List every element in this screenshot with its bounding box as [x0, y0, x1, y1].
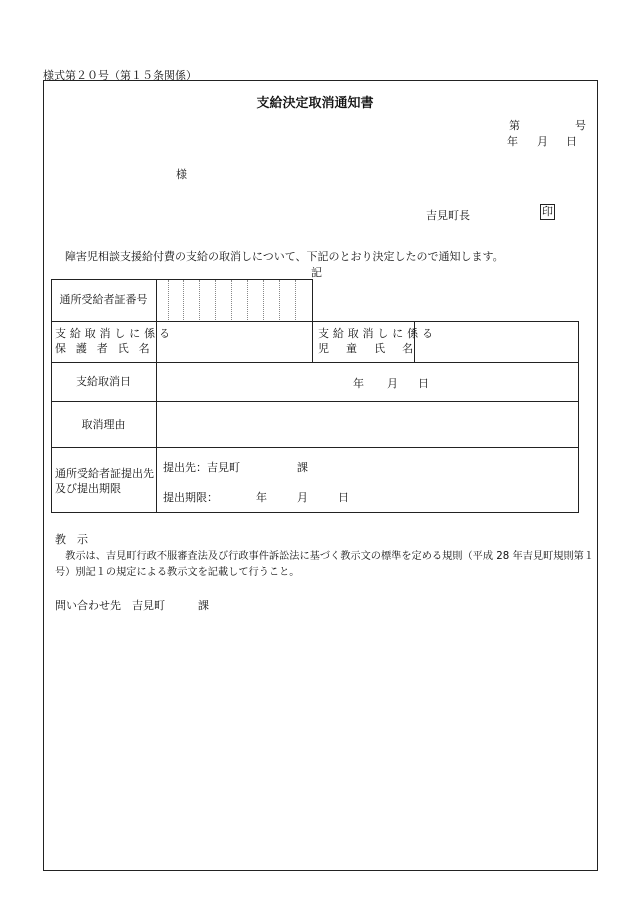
cancel-date-day: 日 — [418, 377, 429, 390]
table-row-line — [51, 362, 579, 363]
date-day: 日 — [566, 135, 577, 148]
contact-ka: 課 — [198, 599, 209, 612]
digit-divider — [295, 280, 296, 320]
kyoji-line-1: 教示は、吉見町行政不服審査法及び行政事件訴訟法に基づく教示文の標準を定める規則（平成 28 年吉見町規則第１ — [55, 551, 594, 562]
guardian-label-line1: 支給取消しに係る — [55, 327, 174, 340]
kyoji-heading: 教 示 — [55, 533, 88, 546]
digit-divider — [247, 280, 248, 320]
table-col-line — [312, 321, 313, 362]
deadline-month: 月 — [297, 491, 308, 504]
digit-divider — [199, 280, 200, 320]
reason-label: 取消理由 — [81, 418, 126, 431]
digit-divider — [215, 280, 216, 320]
submit-to-ka: 課 — [297, 461, 308, 474]
table-divider — [156, 279, 157, 322]
cancel-date-label: 支給取消日 — [76, 375, 131, 388]
doc-number-dai: 第 — [509, 119, 520, 132]
recipient-suffix: 様 — [176, 168, 187, 181]
date-month: 月 — [537, 135, 548, 148]
kyoji-line-2: 号）別記１の規定による教示文を記載して行うこと。 — [55, 567, 300, 578]
deadline-day: 日 — [338, 491, 349, 504]
submit-deadline: 提出期限： — [163, 491, 218, 504]
deadline-year: 年 — [256, 491, 267, 504]
digit-divider — [279, 280, 280, 320]
child-label-line1: 支給取消しに係る — [318, 327, 437, 340]
digit-divider — [231, 280, 232, 320]
form-number: 様式第２０号（第１５条関係） — [43, 69, 197, 82]
issuer-name: 吉見町長 — [426, 209, 470, 222]
digit-divider — [263, 280, 264, 320]
intro-text: 障害児相談支援給付費の支給の取消しについて、下記のとおり決定したので通知します。 — [65, 250, 504, 263]
digit-divider — [168, 280, 169, 320]
cancel-date-year: 年 — [353, 377, 364, 390]
cert-number-label: 通所受給者証番号 — [59, 293, 148, 306]
submit-to: 提出先：吉見町 — [163, 461, 240, 474]
document-title: 支給決定取消通知書 — [256, 96, 374, 111]
doc-number-go: 号 — [575, 119, 586, 132]
ki-label: 記 — [311, 266, 322, 279]
table-row-line — [51, 401, 579, 402]
guardian-label-line2: 保護者氏名 — [55, 342, 160, 355]
child-label-line2: 児童氏名 — [318, 342, 431, 355]
submit-label-line2: 及び提出期限 — [55, 482, 121, 495]
contact-label: 問い合わせ先 吉見町 — [55, 599, 165, 612]
date-year: 年 — [507, 135, 518, 148]
submit-label-line1: 通所受給者証提出先 — [55, 467, 154, 480]
digit-divider — [183, 280, 184, 320]
table-row-line — [51, 447, 579, 448]
cancel-date-month: 月 — [387, 377, 398, 390]
seal-mark: 印 — [542, 205, 553, 218]
